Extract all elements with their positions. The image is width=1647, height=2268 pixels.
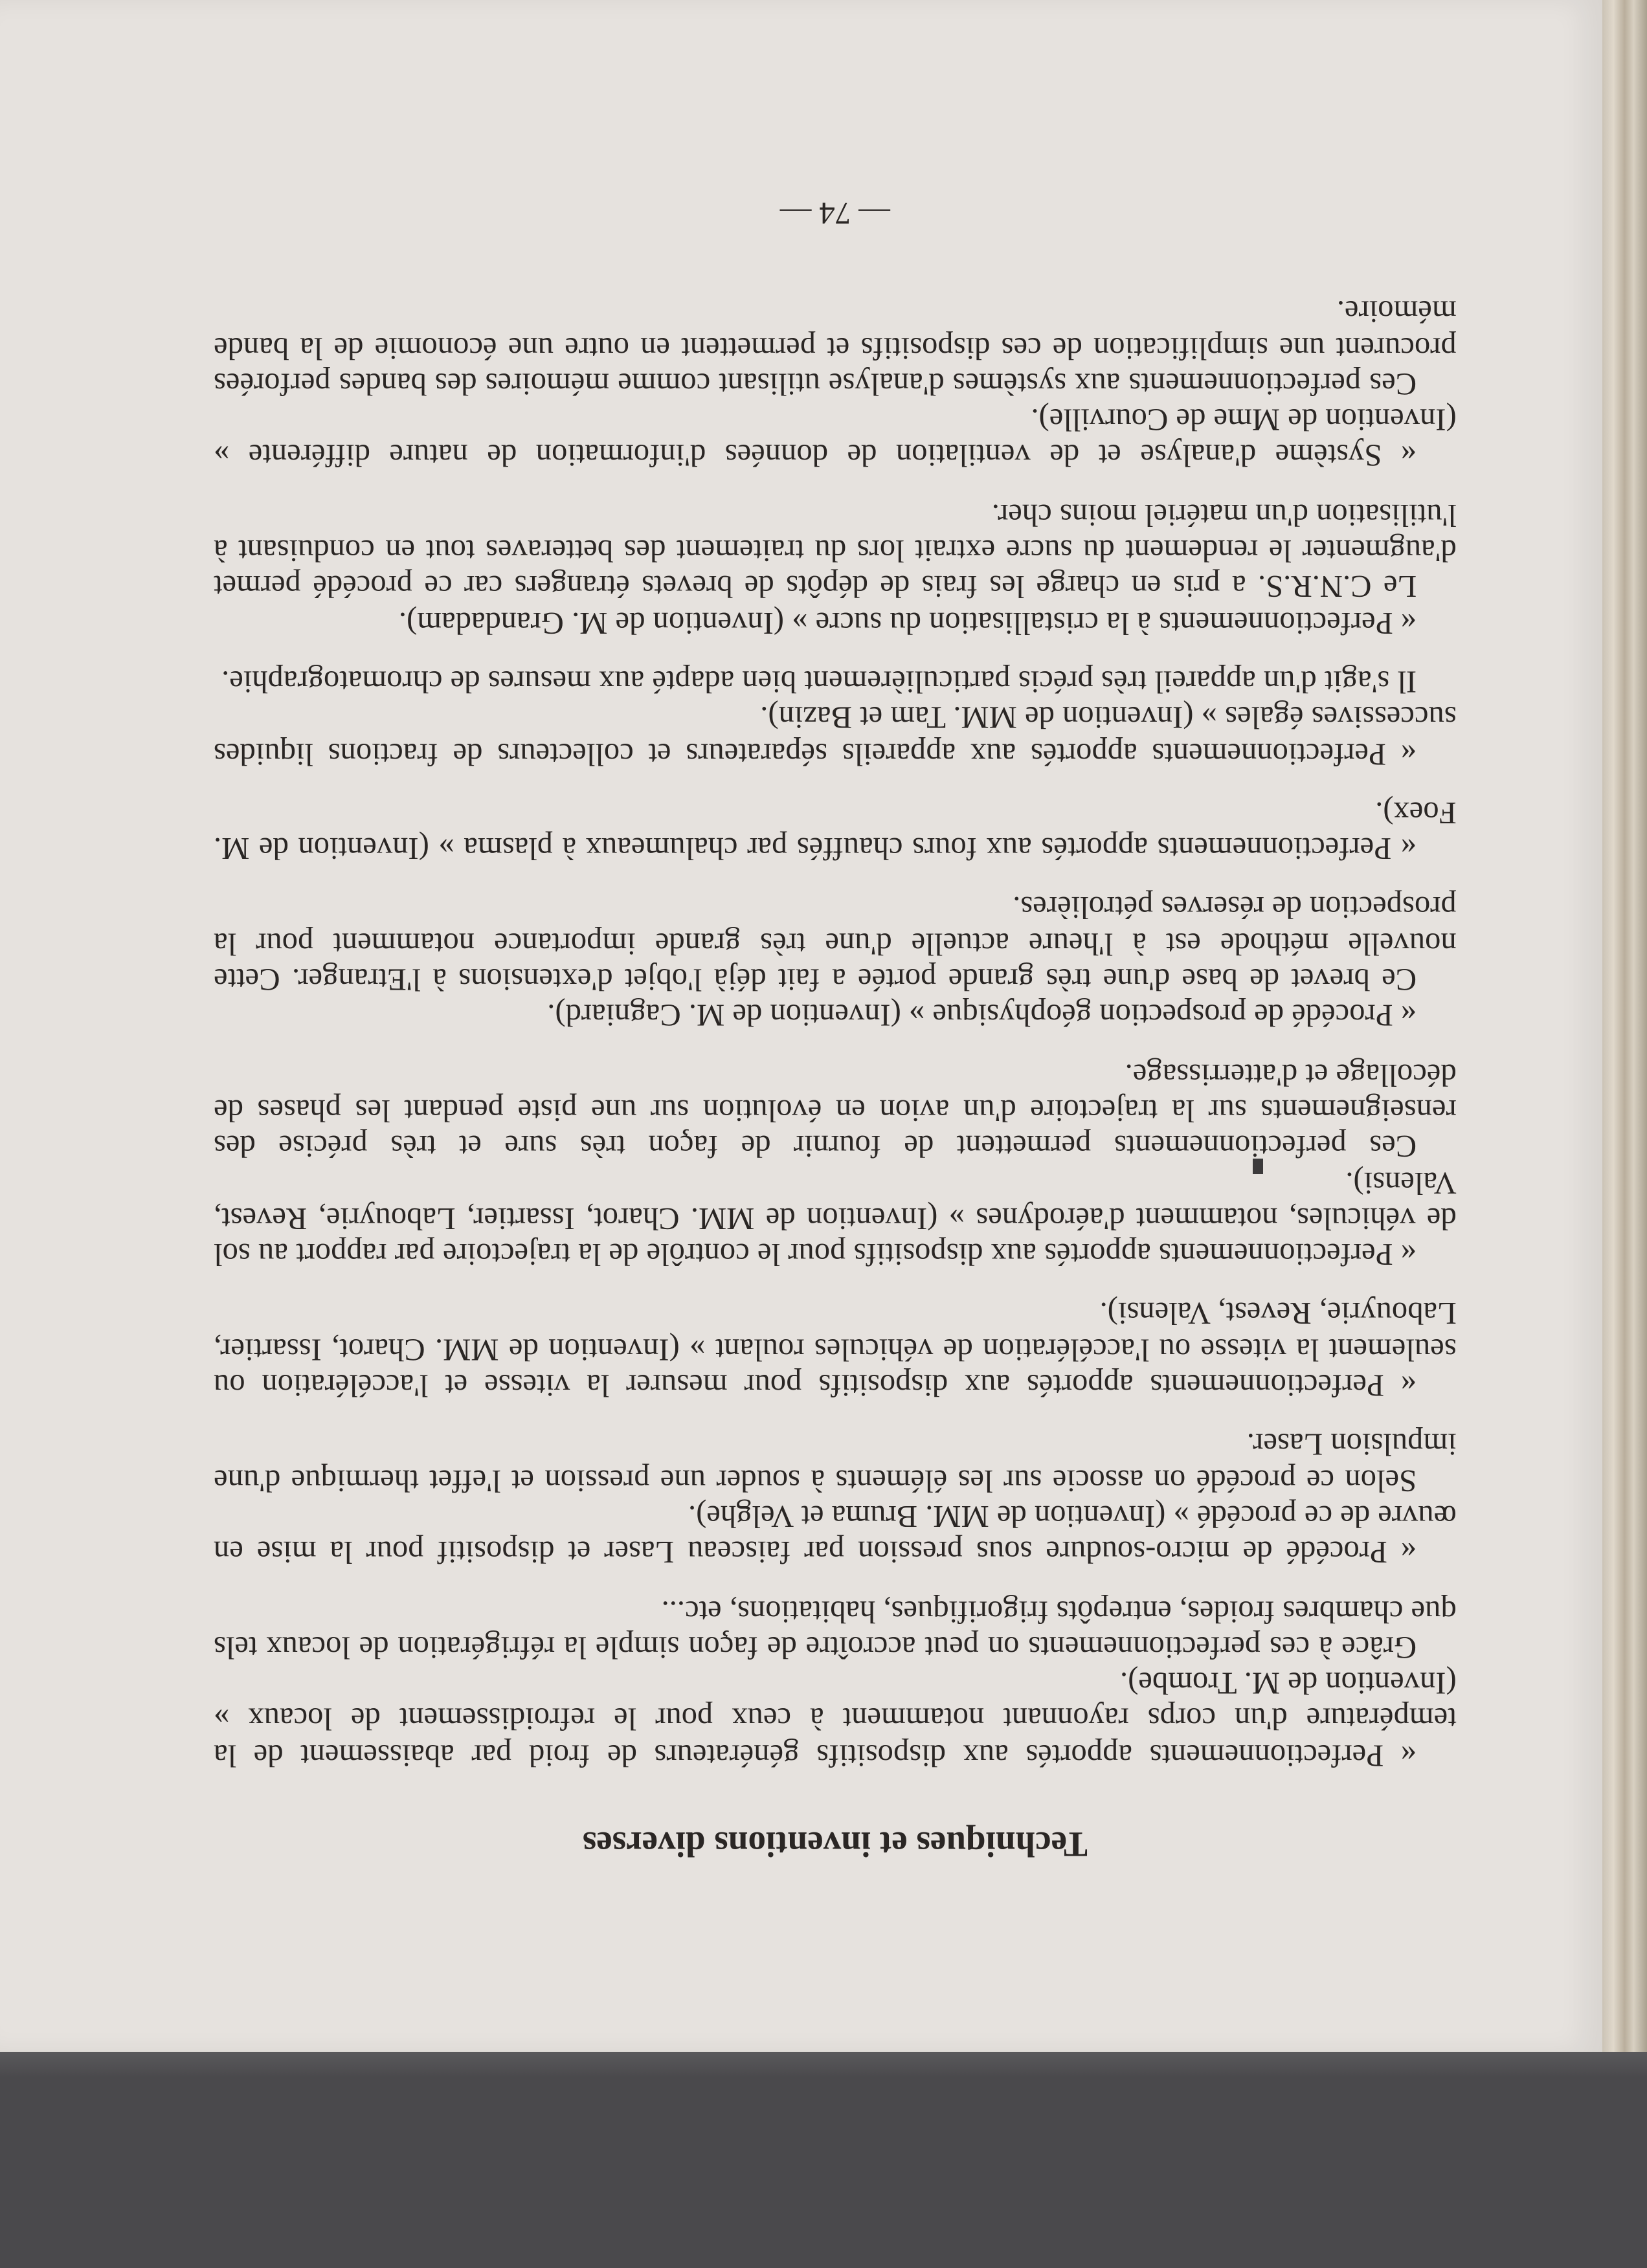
paragraph: Selon ce procédé on associe sur les éléments à souder une pression et l'effet thermique d'une impulsion Laser. xyxy=(214,1427,1457,1498)
paragraph: Ces perfectionnements permettent de fournir de façon très sure et très précise des renseignements sur la trajectoire d'un avion en évolution sur une piste pendant les phases de décollage et d'atterrissage. xyxy=(214,1057,1457,1164)
paragraph: Il s'agit d'un appareil très précis particulièrement bien adapté aux mesures de chromatographie. xyxy=(221,664,1417,699)
paragraph: « Perfectionnements apportés aux dispositifs pour mesurer la vitesse et l'accélération ou seulement la vitesse ou l'accélération de véhicules roulant » (Invention de MM. Charot, Issartier, Labouyrie, Revest, Valensi). xyxy=(214,1296,1457,1403)
paragraph: Ces perfectionnements aux systèmes d'analyse utilisant comme mémoires des bandes perforées procurent une simplification de ces dispositifs et permettent en outre une économie de la bande mémoire. xyxy=(214,294,1457,401)
paragraph: « Perfectionnements apportés aux dispositifs pour le contrôle de la trajectoire par rapport au sol de véhicules, notamment d'aérodynes » (Invention de MM. Charot, Issartier, Labouyrie, Revest, Valensi). xyxy=(214,1164,1457,1272)
paragraph: « Système d'analyse et de ventilation de données d'information de nature différente » (Invention de Mme de Courville). xyxy=(214,402,1457,473)
paragraph: « Perfectionnements apportés aux appareils séparateurs et collecteurs de fractions liquides successives égales » (Invention de MM. Tam et Bazin). xyxy=(214,700,1457,771)
paragraph: « Perfectionnements apportés aux fours chauffés par chalumeaux à plasma » (Invention de M. Foex). xyxy=(214,795,1457,866)
scanner-background xyxy=(0,2052,1647,2078)
paragraph: « Perfectionnements à la cristallisation du sucre » (Invention de M. Grandadam). xyxy=(398,605,1417,640)
paragraph: Ce brevet de base d'une très grande portée a fait déjà l'objet d'extensions à l'Etranger. Cette nouvelle méthode est à l'heure actuelle d'une très grande importance notamment pour la prospection de réserves pétrolières. xyxy=(214,890,1457,997)
upside-down-text-block xyxy=(214,194,1457,1861)
paragraph: « Procédé de micro-soudure sous pression par faisceau Laser et dispositif pour la mise en œuvre de ce procédé » (Invention de MM. Bruma et Velghe). xyxy=(214,1498,1457,1570)
paragraph: « Procédé de prospection géophysique » (Invention de M. Cagniard). xyxy=(547,997,1417,1033)
page-number: — 74 — xyxy=(779,195,890,230)
paragraph: « Perfectionnements apportés aux dispositifs générateurs de froid par abaissement de la température d'un corps rayonnant notamment à ceux pour le refroidissement de locaux » (Invention de M. Trombe). xyxy=(214,1665,1457,1773)
section-heading: Techniques et inventions diverses xyxy=(582,1823,1088,1863)
paragraph: Grâce à ces perfectionnements on peut accroître de façon simple la réfrigération de locaux tels que chambres froides, entrepôts frigorifiques, habitations, etc... xyxy=(214,1594,1457,1665)
page-stack-edge xyxy=(1602,0,1647,2052)
paragraph-list xyxy=(214,293,1457,1772)
paragraph: Le C.N.R.S. a pris en charge les frais de dépôts de brevets étrangers car ce procédé permet d'augmenter le rendement du sucre extrait lors du traitement des betteraves tout en conduisant à l'utilisation d'un matériel moins cher. xyxy=(214,497,1457,604)
